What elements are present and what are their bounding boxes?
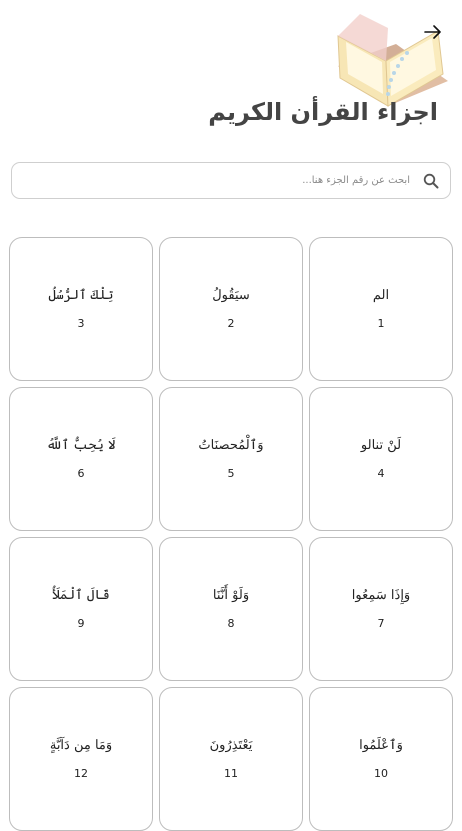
juz-number: 11	[224, 767, 238, 780]
juz-card-10[interactable]	[309, 687, 453, 831]
juz-card-9[interactable]	[9, 537, 153, 681]
juz-number: 3	[77, 317, 85, 330]
juz-card-7[interactable]	[309, 537, 453, 681]
juz-name: يَعْتَذِرُونَ	[209, 738, 253, 753]
juz-number: 6	[77, 467, 85, 480]
juz-name: الم	[372, 288, 390, 303]
juz-number: 1	[377, 317, 385, 330]
juz-name: قَالَ ٱلْمَلَأُ	[52, 588, 110, 603]
juz-number: 4	[377, 467, 385, 480]
juz-name: تِلْكَ ٱلرُّسُلُ	[48, 288, 114, 303]
juz-name: وَلَوْ أَنَّنَا	[212, 588, 250, 603]
juz-number: 12	[74, 767, 88, 780]
juz-number: 7	[377, 617, 385, 630]
juz-card-1[interactable]	[309, 237, 453, 381]
search-input[interactable]	[22, 175, 410, 186]
page-title: اجزاء القرأن الكريم	[208, 98, 438, 126]
juz-card-11[interactable]	[159, 687, 303, 831]
search-icon[interactable]	[422, 172, 440, 190]
juz-card-8[interactable]	[159, 537, 303, 681]
juz-number: 10	[374, 767, 388, 780]
back-button[interactable]	[422, 22, 444, 42]
juz-name: وَٱعْلَمُوا	[359, 738, 403, 753]
arrow-right-icon	[424, 25, 442, 39]
header	[0, 0, 462, 150]
juz-card-4[interactable]	[309, 387, 453, 531]
juz-name: وَمَا مِن دَآبَّةٍ	[49, 738, 113, 753]
juz-number: 5	[227, 467, 235, 480]
juz-card-5[interactable]	[159, 387, 303, 531]
juz-name: لَا يُحِبُّ ٱللَّهُ	[46, 438, 116, 453]
juz-grid	[9, 237, 453, 831]
juz-number: 2	[227, 317, 235, 330]
juz-name: وَٱلْمُحصنَاتُ	[198, 438, 264, 453]
juz-name: لَنْ تنالو	[360, 438, 402, 453]
search-bar[interactable]	[11, 162, 451, 199]
juz-card-2[interactable]	[159, 237, 303, 381]
juz-number: 9	[77, 617, 85, 630]
juz-name: سيَقُولُ	[212, 288, 250, 303]
juz-card-6[interactable]	[9, 387, 153, 531]
juz-name: وَإِذَا سَمِعُوا	[351, 588, 411, 603]
juz-number: 8	[227, 617, 235, 630]
juz-card-3[interactable]	[9, 237, 153, 381]
juz-card-12[interactable]	[9, 687, 153, 831]
